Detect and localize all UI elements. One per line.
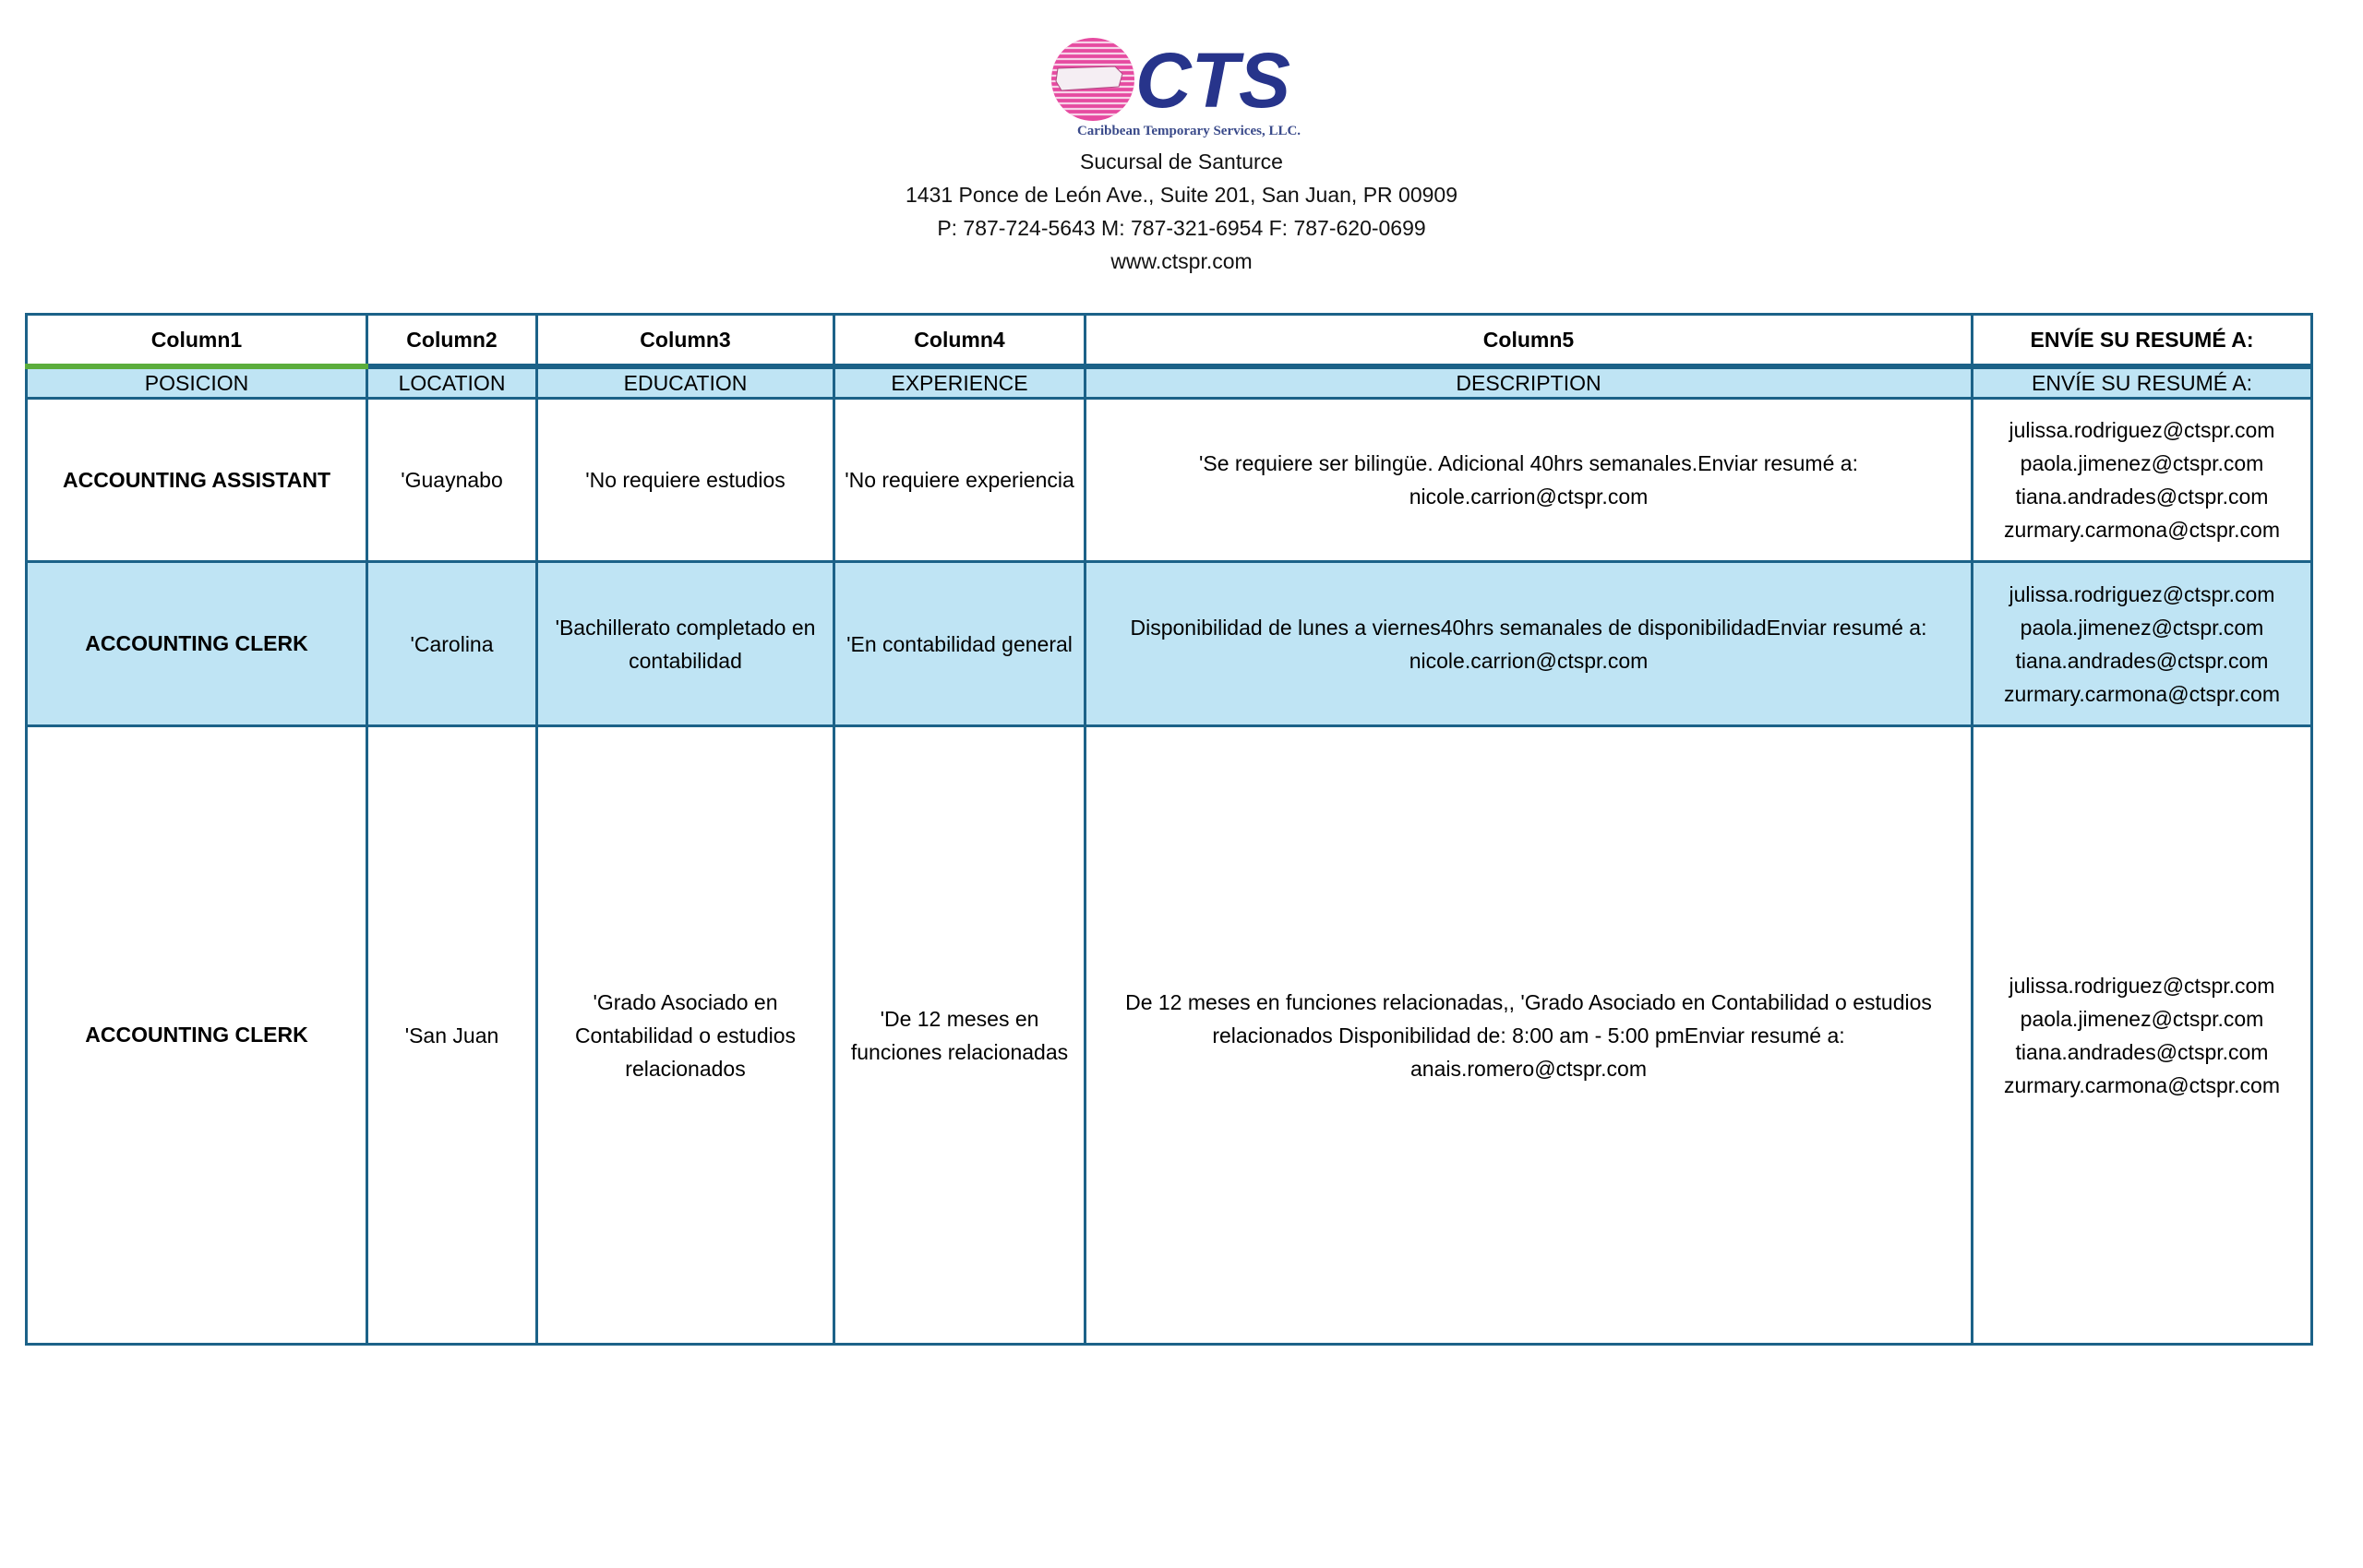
email-address: julissa.rodriguez@ctspr.com xyxy=(2009,418,2275,442)
emails-cell[interactable] xyxy=(1973,726,2312,1345)
header-column4[interactable]: Column4 xyxy=(834,315,1086,367)
email-address: paola.jimenez@ctspr.com xyxy=(2020,451,2264,475)
email-address: tiana.andrades@ctspr.com xyxy=(2015,648,2269,673)
header-column2[interactable]: Column2 xyxy=(367,315,537,367)
experience-line: funciones relacionadas xyxy=(850,1039,1069,1064)
education-line: 'Bachillerato completado en xyxy=(555,615,816,640)
experience-cell[interactable]: 'No requiere experiencia xyxy=(834,399,1086,562)
description-line: nicole.carrion@ctspr.com xyxy=(1409,648,1649,673)
location-cell[interactable]: 'San Juan xyxy=(367,726,537,1345)
subheader-position[interactable]: POSICION xyxy=(27,366,367,399)
branch-phones: P: 787-724-5643 M: 787-321-6954 F: 787-620-0699 xyxy=(937,216,1426,240)
cts-logo-sphere-icon xyxy=(1050,33,1327,126)
description-line: Disponibilidad de lunes a viernes40hrs semanales de disponibilidadEnviar resumé a: xyxy=(1130,615,1927,640)
subheader-description[interactable]: DESCRIPTION xyxy=(1086,366,1973,399)
email-address: zurmary.carmona@ctspr.com xyxy=(2004,681,2280,706)
header-row xyxy=(27,315,2312,367)
position-cell[interactable]: ACCOUNTING CLERK xyxy=(27,726,367,1345)
description-line: De 12 meses en funciones relacionadas,, 'Grado Asociado en Contabilidad o estudios xyxy=(1125,989,1932,1014)
description-cell[interactable] xyxy=(1086,562,1973,726)
subheader-location[interactable]: LOCATION xyxy=(367,366,537,399)
branch-address: 1431 Ponce de León Ave., Suite 201, San Juan, PR 00909 xyxy=(905,183,1458,207)
description-cell[interactable] xyxy=(1086,399,1973,562)
subheader-experience[interactable]: EXPERIENCE xyxy=(834,366,1086,399)
description-line: 'Se requiere ser bilingüe. Adicional 40hrs semanales.Enviar resumé a: xyxy=(1199,451,1858,475)
subheader-row xyxy=(27,366,2312,399)
education-line: relacionados xyxy=(625,1056,746,1081)
education-cell[interactable] xyxy=(537,562,834,726)
table-row xyxy=(27,562,2312,726)
email-address: tiana.andrades@ctspr.com xyxy=(2015,485,2269,509)
description-line: anais.romero@ctspr.com xyxy=(1410,1056,1647,1081)
subheader-education[interactable]: EDUCATION xyxy=(537,366,834,399)
education-line: 'Grado Asociado en xyxy=(593,989,778,1014)
svg-text:CTS: CTS xyxy=(1135,37,1290,124)
email-address: julissa.rodriguez@ctspr.com xyxy=(2009,581,2275,606)
email-address: julissa.rodriguez@ctspr.com xyxy=(2009,973,2275,998)
table-row xyxy=(27,399,2312,562)
branch-website[interactable]: www.ctspr.com xyxy=(1110,249,1253,273)
emails-cell[interactable] xyxy=(1973,562,2312,726)
email-address: tiana.andrades@ctspr.com xyxy=(2015,1039,2269,1064)
table-row xyxy=(27,726,2312,1345)
location-cell[interactable]: 'Guaynabo xyxy=(367,399,537,562)
description-line: relacionados Disponibilidad de: 8:00 am - 5:00 pmEnviar resumé a: xyxy=(1212,1023,1845,1047)
description-cell[interactable] xyxy=(1086,726,1973,1345)
email-address: zurmary.carmona@ctspr.com xyxy=(2004,1072,2280,1097)
job-listings-table xyxy=(25,313,2313,1346)
logo-tagline: Caribbean Temporary Services, LLC. xyxy=(1076,124,1301,138)
position-cell[interactable]: ACCOUNTING CLERK xyxy=(27,562,367,726)
email-address: zurmary.carmona@ctspr.com xyxy=(2004,518,2280,542)
experience-cell[interactable]: 'En contabilidad general xyxy=(834,562,1086,726)
location-cell[interactable]: 'Carolina xyxy=(367,562,537,726)
education-cell[interactable] xyxy=(537,726,834,1345)
header-send-resume[interactable]: ENVÍE SU RESUMÉ A: xyxy=(1973,315,2312,367)
description-line: nicole.carrion@ctspr.com xyxy=(1409,485,1649,509)
header-column5[interactable]: Column5 xyxy=(1086,315,1973,367)
emails-cell[interactable] xyxy=(1973,399,2312,562)
experience-line: 'De 12 meses en xyxy=(880,1006,1039,1031)
header-column1[interactable]: Column1 xyxy=(27,315,367,367)
branch-name: Sucursal de Santurce xyxy=(1080,150,1283,174)
position-cell[interactable]: ACCOUNTING ASSISTANT xyxy=(27,399,367,562)
experience-cell[interactable] xyxy=(834,726,1086,1345)
header-column3[interactable]: Column3 xyxy=(537,315,834,367)
email-address: paola.jimenez@ctspr.com xyxy=(2020,1006,2264,1031)
education-line: Contabilidad o estudios xyxy=(574,1023,797,1047)
education-cell[interactable]: 'No requiere estudios xyxy=(537,399,834,562)
education-line: contabilidad xyxy=(629,648,742,673)
email-address: paola.jimenez@ctspr.com xyxy=(2020,615,2264,640)
subheader-send-resume[interactable]: ENVÍE SU RESUMÉ A: xyxy=(1973,366,2312,399)
